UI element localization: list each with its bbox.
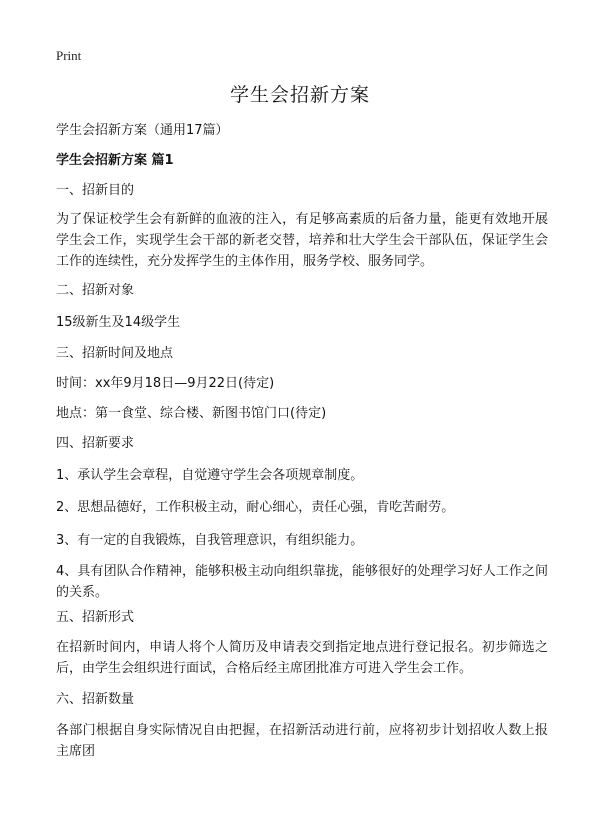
chapter-heading: 学生会招新方案 篇1 bbox=[56, 153, 174, 168]
paragraph-form: 在招新时间内，申请人将个人简历及申请表交到指定地点进行登记报名。初步筛选之后，由学生会组织进行面试，合格后经主席团批准方可进入学生会工作。 bbox=[56, 640, 548, 676]
paragraph-purpose: 为了保证校学生会有新鲜的血液的注入，有足够高素质的后备力量，能更有效地开展学生会工作，实现学生会干部的新老交替，培养和壮大学生会干部队伍，保证学生会工作的连续性，充分发挥学生的主体作用，服务学校、服务同学。 bbox=[56, 212, 548, 269]
paragraph-place: 地点：第一食堂、综合楼、新图书馆门口(待定) bbox=[56, 406, 327, 421]
requirement-item-1: 1、承认学生会章程，自觉遵守学生会各项规章制度。 bbox=[56, 468, 364, 483]
section-heading-quantity: 六、招新数量 bbox=[56, 692, 135, 707]
section-heading-requirements: 四、招新要求 bbox=[56, 436, 135, 451]
requirement-item-2: 2、思想品德好，工作积极主动，耐心细心，责任心强，肯吃苦耐劳。 bbox=[56, 500, 455, 515]
document-subtitle: 学生会招新方案（通用17篇） bbox=[56, 123, 229, 138]
section-heading-purpose: 一、招新目的 bbox=[56, 183, 135, 198]
requirement-item-4: 4、具有团队合作精神，能够积极主动向组织靠拢，能够很好的处理学习好人工作之间的关系。 bbox=[56, 564, 548, 600]
section-heading-target: 二、招新对象 bbox=[56, 283, 135, 298]
section-heading-form: 五、招新形式 bbox=[56, 610, 135, 625]
paragraph-target: 15级新生及14级学生 bbox=[56, 315, 181, 330]
section-heading-time-place: 三、招新时间及地点 bbox=[56, 346, 174, 361]
print-link[interactable]: Print bbox=[56, 48, 82, 63]
paragraph-quantity: 各部门根据自身实际情况自由把握，在招新活动进行前，应将初步计划招收人数上报主席团 bbox=[56, 723, 548, 759]
page-title: 学生会招新方案 bbox=[229, 84, 370, 106]
paragraph-time: 时间：xx年9月18日—9月22日(待定) bbox=[56, 376, 275, 391]
requirement-item-3: 3、有一定的自我锻炼，自我管理意识，有组织能力。 bbox=[56, 533, 364, 548]
